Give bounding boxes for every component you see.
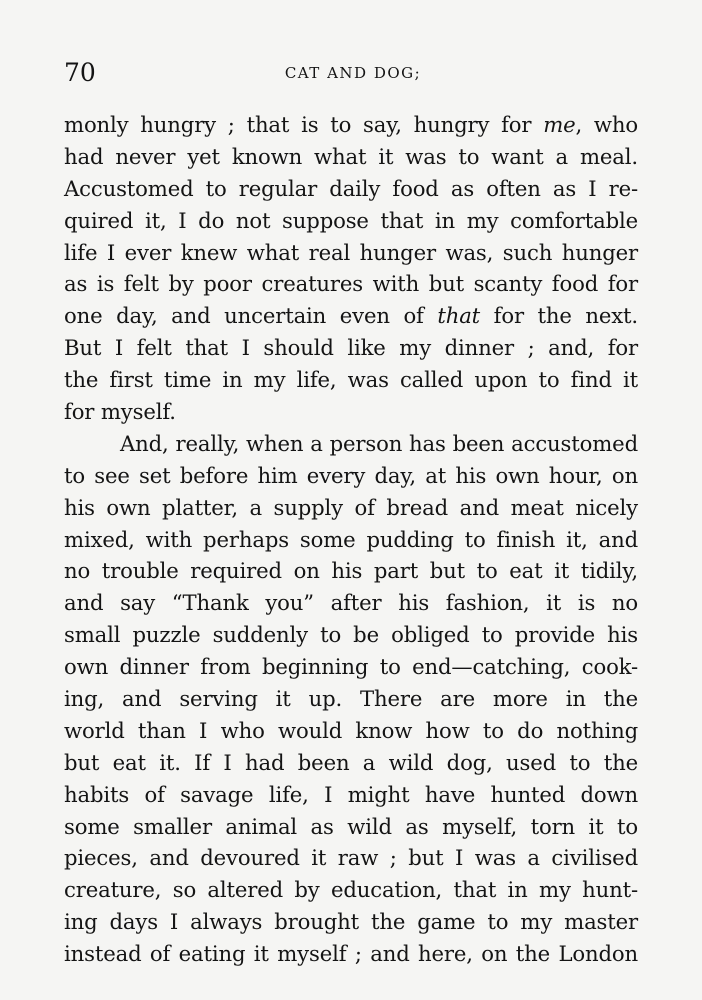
text-line: And, really, when a person has been accustomed bbox=[120, 430, 638, 456]
text-line: world than I who would know how to do nothing bbox=[64, 717, 638, 743]
text-line: quired it, I do not suppose that in my comfortable bbox=[64, 207, 638, 233]
text-line: some smaller animal as wild as myself, torn it to bbox=[64, 813, 638, 839]
text-line: had never yet known what it was to want a meal. bbox=[64, 143, 638, 169]
text-line: pieces, and devoured it raw ; but I was a civilised bbox=[64, 845, 638, 871]
text-line: instead of eating it myself ; and here, on the London bbox=[64, 941, 638, 967]
text-line: habits of savage life, I might have hunted down bbox=[64, 781, 638, 807]
text-line: Accustomed to regular daily food as often as I re- bbox=[64, 175, 638, 201]
page-header bbox=[64, 58, 642, 88]
page-number: 70 bbox=[64, 58, 96, 87]
running-title: CAT AND DOG; bbox=[284, 64, 422, 82]
text-line: for myself. bbox=[64, 399, 176, 425]
text-line: own dinner from beginning to end—catching, cook- bbox=[64, 654, 638, 680]
text-line: and say “Thank you” after his fashion, it is no bbox=[64, 590, 638, 616]
text-line: to see set before him every day, at his own hour, on bbox=[64, 462, 638, 488]
text-line: mixed, with perhaps some pudding to finish it, and bbox=[64, 526, 638, 552]
text-line: small puzzle suddenly to be obliged to provide his bbox=[64, 622, 638, 648]
text-line: creature, so altered by education, that in my hunt- bbox=[64, 877, 638, 903]
text-line: monly hungry ; that is to say, hungry for me, who bbox=[64, 112, 639, 137]
text-line: his own platter, a supply of bread and meat nicely bbox=[64, 494, 638, 520]
text-line: the first time in my life, was called upon to find it bbox=[64, 367, 638, 393]
text-line: But I felt that I should like my dinner ; and, for bbox=[64, 335, 638, 361]
text-line: no trouble required on his part but to eat it tidily, bbox=[64, 558, 638, 584]
text-line: ing days I always brought the game to my master bbox=[64, 909, 638, 935]
text-line: one day, and uncertain even of that for the next. bbox=[64, 303, 638, 329]
text-line: but eat it. If I had been a wild dog, used to the bbox=[64, 749, 638, 775]
text-line: as is felt by poor creatures with but scanty food for bbox=[64, 271, 638, 297]
body-text bbox=[64, 109, 638, 970]
text-line: ing, and serving it up. There are more in the bbox=[64, 686, 638, 712]
text-line: life I ever knew what real hunger was, such hunger bbox=[64, 239, 638, 265]
